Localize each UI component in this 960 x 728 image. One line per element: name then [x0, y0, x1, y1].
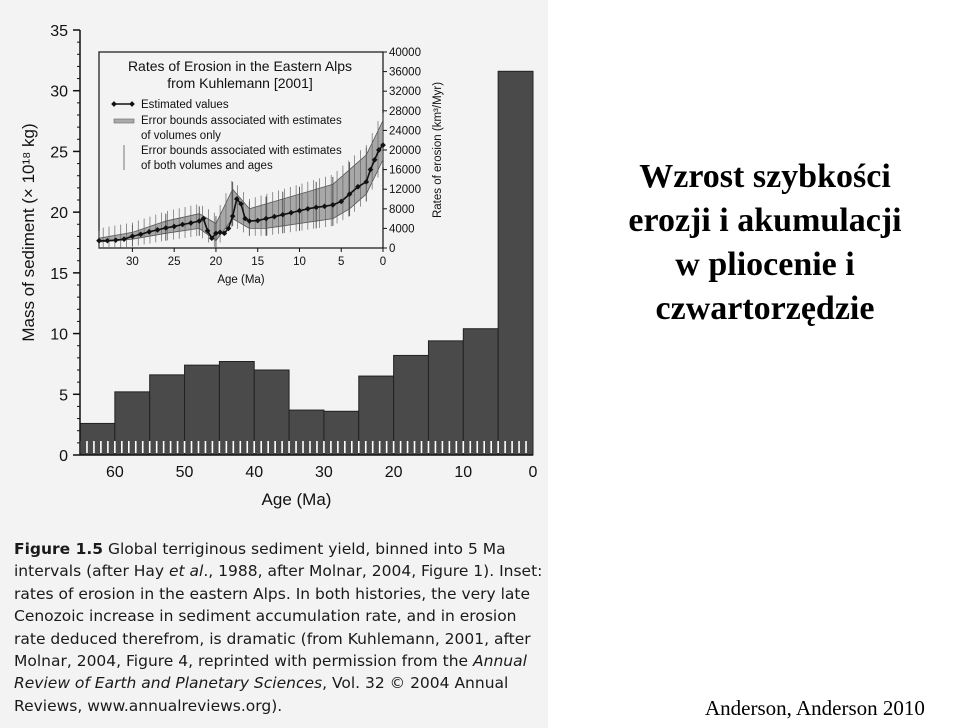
x-tick-label: 40 — [245, 464, 264, 481]
bar — [394, 355, 429, 455]
caption-line-8: Reviews, www.annualreviews.org). — [14, 696, 283, 715]
inset-y-tick-label: 32000 — [389, 86, 421, 99]
legend-entry: Error bounds associated with estimates — [141, 115, 342, 127]
inset-y-tick-label: 40000 — [389, 47, 421, 59]
y-tick-label: 20 — [50, 205, 68, 223]
figure-caption — [14, 538, 544, 717]
main-chart — [0, 0, 548, 530]
y-tick-label: 35 — [50, 23, 68, 40]
bar — [150, 375, 185, 455]
inset-y-tick-label: 4000 — [389, 223, 415, 236]
y-axis-label: Mass of sediment (× 10¹⁸ kg) — [19, 123, 38, 342]
bar — [80, 423, 115, 455]
inset-y-tick-label: 20000 — [389, 145, 421, 157]
inset-x-tick-label: 10 — [293, 256, 306, 268]
inset-title: Rates of Erosion in the Eastern Alps — [127, 58, 353, 74]
x-tick-label: 0 — [528, 464, 538, 481]
inset-subtitle: from Kuhlemann [2001] — [167, 75, 313, 91]
caption-line-4: Cenozoic increase in sediment accumulation rate, and in erosion — [14, 607, 517, 626]
x-tick-label: 10 — [454, 464, 473, 481]
bar — [324, 411, 359, 455]
inset-x-tick-label: 30 — [126, 256, 139, 268]
bar — [428, 341, 463, 455]
slide-title — [585, 155, 945, 331]
inset-x-tick-label: 25 — [167, 256, 181, 268]
bar — [254, 370, 289, 455]
bar — [115, 392, 150, 455]
y-tick-label: 5 — [59, 387, 68, 405]
legend-entry: Estimated values — [141, 99, 229, 111]
y-tick-label: 0 — [59, 448, 68, 465]
x-tick-label: 30 — [315, 464, 333, 481]
bar — [359, 376, 394, 455]
bar — [219, 362, 254, 456]
caption-line-5: rate deduced therefrom, is dramatic (from Kuhlemann, 2001, after — [14, 629, 531, 648]
caption-figure-label: Figure 1.5 — [14, 540, 104, 558]
y-tick-label: 25 — [50, 144, 68, 162]
caption-line-6: Molnar, 2004, Figure 4, reprinted with permission from the Annual — [14, 652, 527, 671]
legend-entry: of volumes only — [141, 130, 221, 142]
inset-x-tick-label: 0 — [379, 256, 387, 268]
inset-chart — [92, 44, 444, 286]
inset-y-tick-label: 36000 — [389, 66, 421, 79]
y-tick-label: 30 — [50, 83, 68, 101]
inset-y-tick-label: 28000 — [389, 105, 421, 118]
inset-x-tick-label: 15 — [251, 256, 265, 268]
inset-y-tick-label: 12000 — [389, 184, 421, 197]
legend-band-marker — [114, 119, 134, 123]
inset-y-axis-label: Rates of erosion (km³/Myr) — [432, 81, 444, 219]
y-tick-label: 10 — [50, 326, 68, 344]
y-tick-label: 15 — [50, 265, 68, 283]
inset-y-tick-label: 24000 — [389, 125, 421, 138]
inset-y-tick-label: 8000 — [389, 203, 415, 216]
inset-x-tick-label: 20 — [209, 256, 223, 268]
x-axis-label: Age (Ma) — [261, 490, 332, 509]
bar — [185, 365, 220, 455]
x-tick-label: 50 — [175, 464, 194, 481]
inset-x-axis-label: Age (Ma) — [217, 274, 265, 286]
inset-y-tick-label: 0 — [389, 243, 396, 255]
x-tick-label: 20 — [384, 464, 403, 481]
caption-line-2: intervals (after Hay et al., 1988, after Molnar, 2004, Figure 1). Inset: — [14, 562, 543, 581]
bar — [498, 71, 533, 455]
slide-title-line-4: czwartorzędzie — [655, 290, 875, 327]
legend-entry: Error bounds associated with estimates — [141, 145, 342, 157]
inset-y-tick-label: 16000 — [389, 164, 421, 177]
slide-title-line-1: Wzrost szybkości — [639, 158, 891, 195]
bar — [289, 410, 324, 455]
x-tick-label: 60 — [105, 464, 124, 481]
caption-line-3: rates of erosion in the eastern Alps. In both histories, the very late — [14, 584, 531, 603]
legend-entry: of both volumes and ages — [141, 160, 273, 172]
bar — [463, 329, 498, 455]
inset-x-tick-label: 5 — [338, 256, 345, 268]
slide-credit: Anderson, Anderson 2010 — [705, 696, 925, 720]
slide-title-line-2: erozji i akumulacji — [628, 202, 902, 239]
caption-line-7: Review of Earth and Planetary Sciences, Vol. 32 © 2004 Annual — [14, 674, 509, 693]
slide-title-line-3: w pliocenie i — [675, 246, 855, 283]
caption-line-1: Figure 1.5 Global terriginous sediment yield, binned into 5 Ma — [14, 540, 506, 558]
